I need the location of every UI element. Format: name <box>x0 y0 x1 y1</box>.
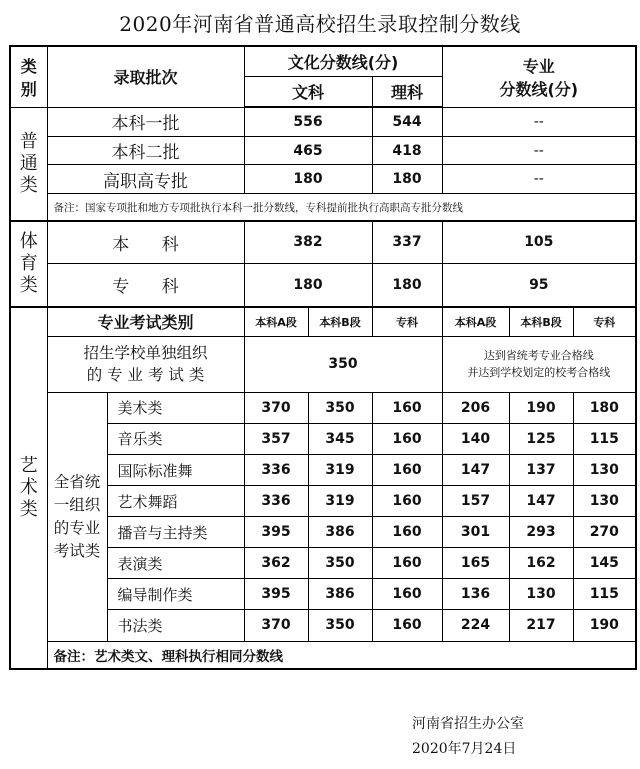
art-type: 音乐类 <box>107 423 244 454</box>
pro-benke-b-score: 217 <box>509 610 573 641</box>
benke-b-score: 350 <box>308 610 372 641</box>
professional-score: 105 <box>442 221 636 264</box>
pro-benke-a-score: 136 <box>442 579 509 610</box>
pro-zhuanke-score: 115 <box>573 579 636 610</box>
art-type: 表演类 <box>107 548 244 579</box>
pro-zhuanke-header: 专科 <box>573 307 636 337</box>
category-yishu: 艺术类 <box>10 307 47 670</box>
pro-benke-b-header: 本科B段 <box>509 307 573 337</box>
professional-score: -- <box>442 165 636 194</box>
category-tiyu: 体育类 <box>10 221 47 307</box>
batch-name: 专 科 <box>47 264 244 307</box>
benke-b-score: 350 <box>308 548 372 579</box>
like-score: 180 <box>372 264 442 307</box>
art-type: 播音与主持类 <box>107 517 244 548</box>
single-exam-pro: 达到省统考专业合格线 并达到学校划定的校考合格线 <box>442 337 636 393</box>
benke-b-score: 319 <box>308 454 372 485</box>
zhuanke-score: 160 <box>372 579 442 610</box>
batch-name: 本 科 <box>47 221 244 264</box>
benke-a-header: 本科A段 <box>244 307 308 337</box>
culture-score-header: 文化分数线(分) <box>244 46 442 76</box>
benke-b-score: 345 <box>308 423 372 454</box>
like-score: 418 <box>372 136 442 165</box>
benke-a-score: 370 <box>244 610 308 641</box>
exam-type-header: 专业考试类别 <box>47 307 244 337</box>
pro-zhuanke-score: 115 <box>573 423 636 454</box>
like-score: 180 <box>372 165 442 194</box>
pro-zhuanke-score: 180 <box>573 392 636 423</box>
pro-benke-b-score: 293 <box>509 517 573 548</box>
pro-zhuanke-score: 130 <box>573 486 636 517</box>
wenke-score: 180 <box>244 264 372 307</box>
pro-benke-b-score: 147 <box>509 486 573 517</box>
unified-exam-group: 全省统一组织的专业考试类 <box>47 392 107 641</box>
zhuanke-score: 160 <box>372 610 442 641</box>
benke-a-score: 395 <box>244 579 308 610</box>
art-type: 书法类 <box>107 610 244 641</box>
benke-b-score: 350 <box>308 392 372 423</box>
pro-benke-a-score: 157 <box>442 486 509 517</box>
pro-benke-b-score: 130 <box>509 579 573 610</box>
pro-benke-b-score: 162 <box>509 548 573 579</box>
batch-name: 本科二批 <box>47 136 244 165</box>
art-type: 国际标准舞 <box>107 454 244 485</box>
benke-a-score: 362 <box>244 548 308 579</box>
pro-benke-b-score: 125 <box>509 423 573 454</box>
issue-date: 2020年7月24日 <box>412 741 517 757</box>
yishu-note: 备注：艺术类文、理科执行相同分数线 <box>47 641 636 669</box>
like-score: 544 <box>372 107 442 136</box>
pro-benke-a-score: 147 <box>442 454 509 485</box>
wenke-score: 556 <box>244 107 372 136</box>
wenke-score: 180 <box>244 165 372 194</box>
benke-a-score: 370 <box>244 392 308 423</box>
batch-name: 本科一批 <box>47 107 244 136</box>
like-header: 理科 <box>372 76 442 107</box>
benke-a-score: 336 <box>244 486 308 517</box>
issuer-office: 河南省招生办公室 <box>412 716 524 732</box>
pro-zhuanke-score: 130 <box>573 454 636 485</box>
putong-note: 备注：国家专项批和地方专项批执行本科一批分数线，专科提前批执行高职高专批分数线 <box>47 194 636 221</box>
zhuanke-score: 160 <box>372 517 442 548</box>
zhuanke-score: 160 <box>372 454 442 485</box>
pro-benke-a-score: 224 <box>442 610 509 641</box>
single-exam-score: 350 <box>244 337 442 393</box>
pro-benke-a-score: 140 <box>442 423 509 454</box>
batch-header: 录取批次 <box>47 46 244 107</box>
zhuanke-score: 160 <box>372 548 442 579</box>
benke-a-score: 357 <box>244 423 308 454</box>
pro-zhuanke-score: 270 <box>573 517 636 548</box>
like-score: 337 <box>372 221 442 264</box>
batch-name: 高职高专批 <box>47 165 244 194</box>
pro-benke-b-score: 137 <box>509 454 573 485</box>
wenke-score: 465 <box>244 136 372 165</box>
benke-a-score: 395 <box>244 517 308 548</box>
zhuanke-score: 160 <box>372 486 442 517</box>
pro-zhuanke-score: 145 <box>573 548 636 579</box>
page-title: 2020年河南省普通高校招生录取控制分数线 <box>119 12 521 36</box>
pro-zhuanke-score: 190 <box>573 610 636 641</box>
professional-score-header: 专业 分数线(分) <box>442 46 636 107</box>
art-type: 美术类 <box>107 392 244 423</box>
benke-b-score: 386 <box>308 517 372 548</box>
benke-b-score: 319 <box>308 486 372 517</box>
single-exam-name: 招生学校单独组织 的 专 业 考 试 类 <box>47 337 244 393</box>
wenke-score: 382 <box>244 221 372 264</box>
pro-benke-b-score: 190 <box>509 392 573 423</box>
pro-benke-a-header: 本科A段 <box>442 307 509 337</box>
score-table <box>9 45 637 670</box>
zhuanke-score: 160 <box>372 423 442 454</box>
professional-score: 95 <box>442 264 636 307</box>
pro-benke-a-score: 301 <box>442 517 509 548</box>
category-header: 类别 <box>10 46 47 107</box>
zhuanke-header: 专科 <box>372 307 442 337</box>
professional-score: -- <box>442 107 636 136</box>
benke-b-score: 386 <box>308 579 372 610</box>
wenke-header: 文科 <box>244 76 372 107</box>
pro-benke-a-score: 206 <box>442 392 509 423</box>
art-type: 编导制作类 <box>107 579 244 610</box>
benke-a-score: 336 <box>244 454 308 485</box>
art-type: 艺术舞蹈 <box>107 486 244 517</box>
category-putong: 普通类 <box>10 107 47 221</box>
pro-benke-a-score: 165 <box>442 548 509 579</box>
zhuanke-score: 160 <box>372 392 442 423</box>
professional-score: -- <box>442 136 636 165</box>
benke-b-header: 本科B段 <box>308 307 372 337</box>
